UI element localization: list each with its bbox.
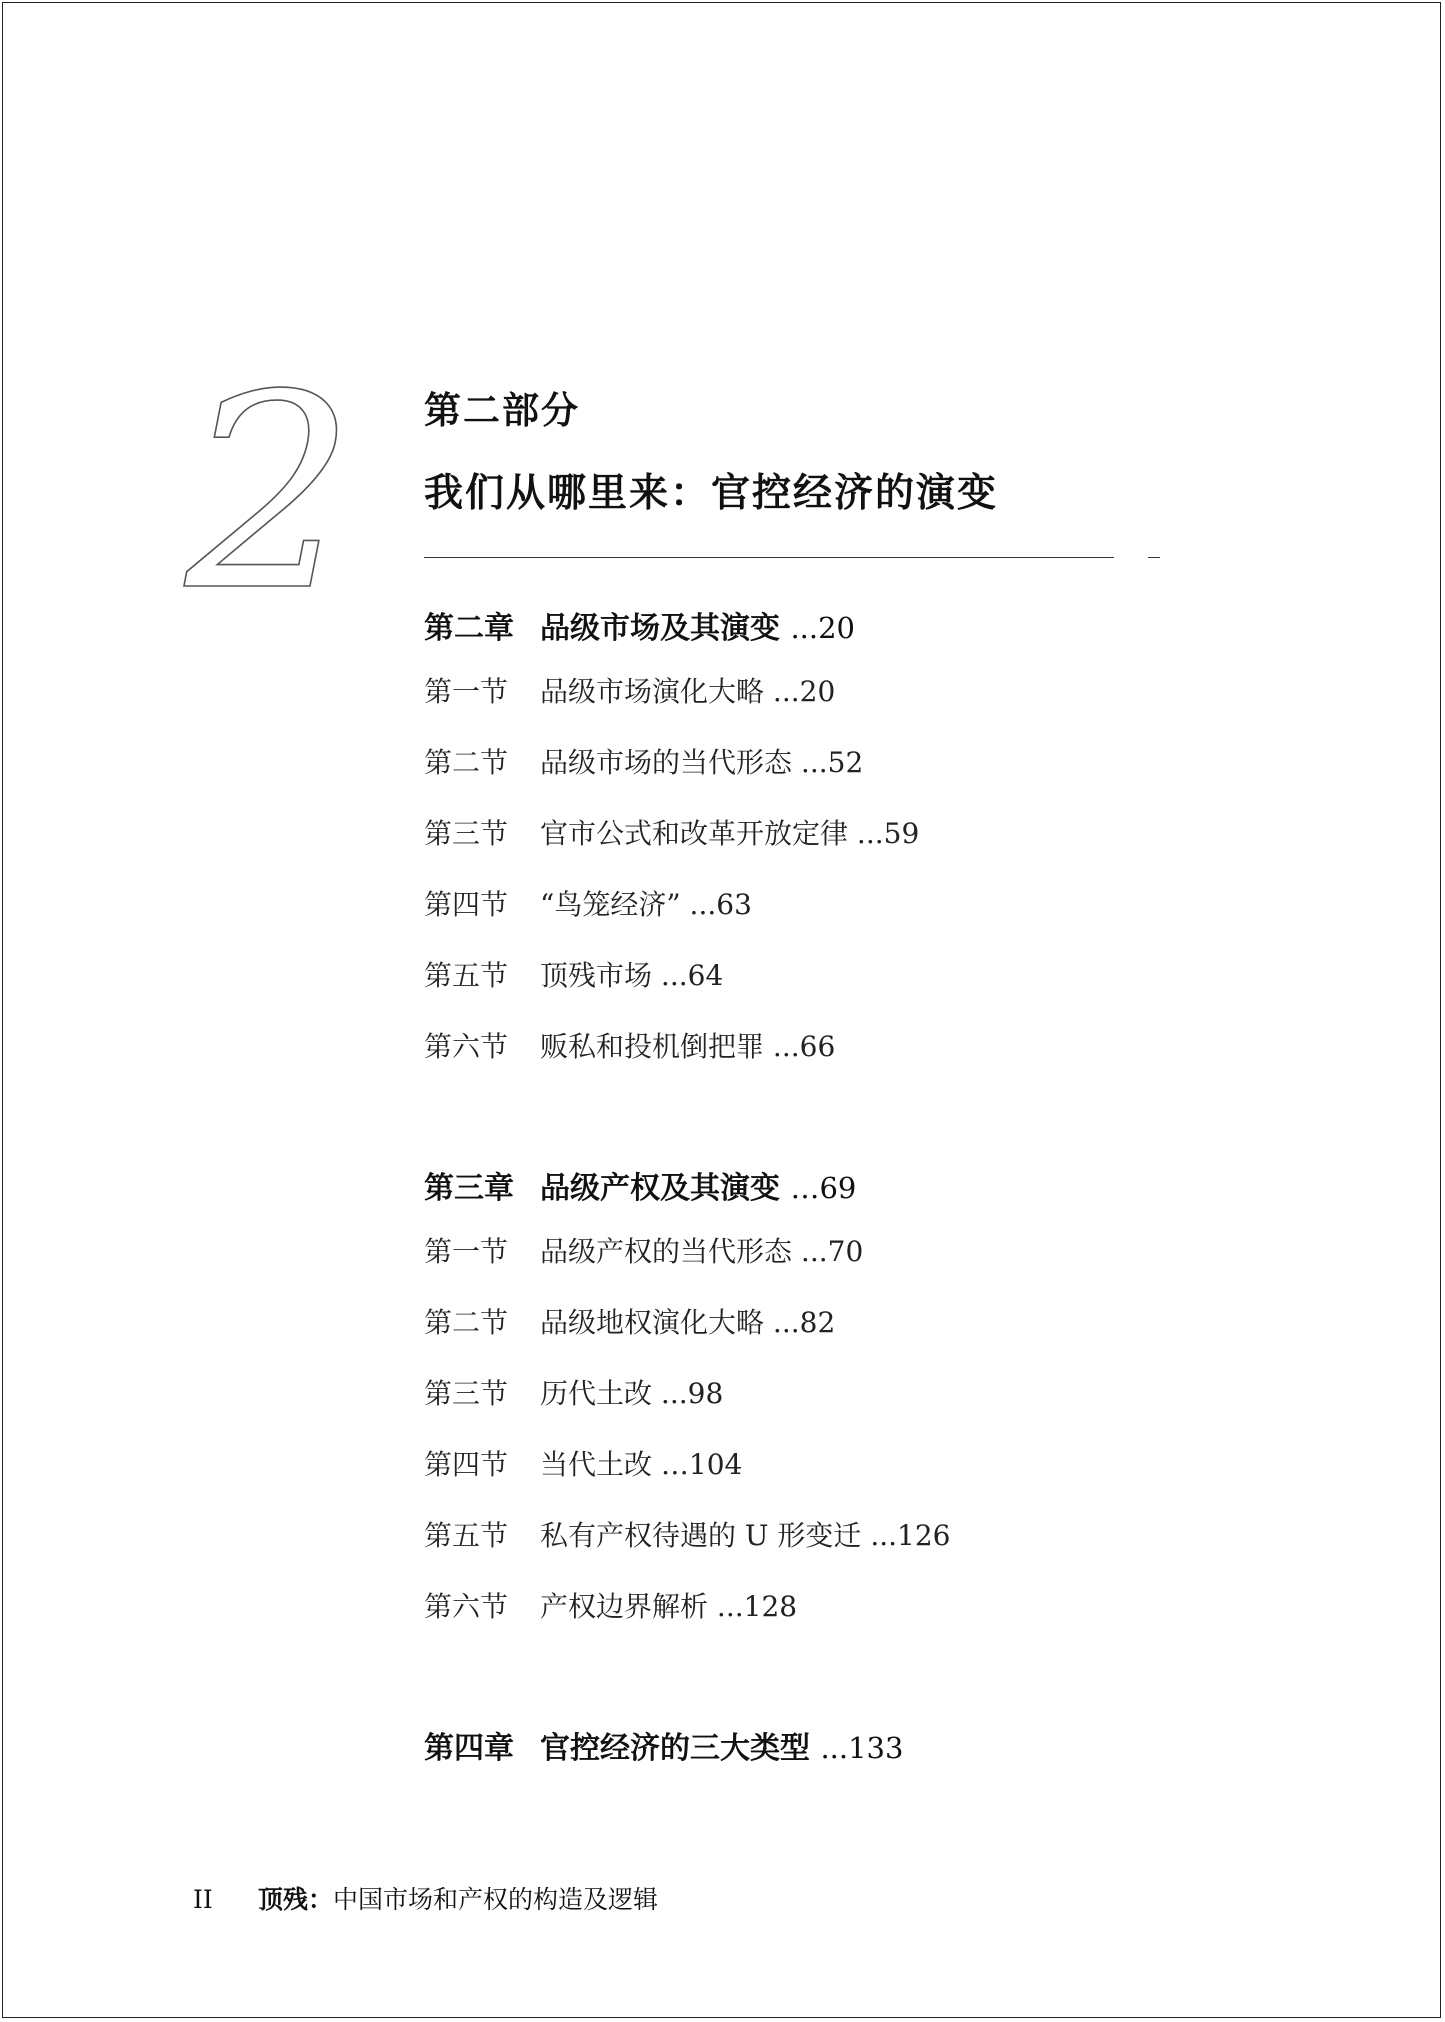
chapter-page: ...133 — [820, 1731, 904, 1765]
section-title: 品级市场演化大略 — [540, 675, 765, 708]
toc-section[interactable] — [424, 869, 1324, 940]
section-page: ...52 — [800, 746, 864, 779]
section-page: ...63 — [689, 888, 752, 921]
toc-chapter[interactable] — [424, 1160, 1324, 1216]
part-number-glyph: 2 — [185, 378, 356, 598]
section-title: 产权边界解析 — [540, 1590, 709, 1623]
section-label: 第六节 — [424, 1030, 509, 1063]
chapter-label: 第四章 — [424, 1731, 514, 1766]
section-page: ...20 — [772, 675, 836, 708]
section-label: 第一节 — [424, 675, 509, 708]
section-page: ...128 — [716, 1590, 798, 1623]
toc-section[interactable] — [424, 940, 1324, 1011]
toc-section[interactable] — [424, 1571, 1324, 1642]
section-page: ...59 — [856, 817, 920, 850]
part-number-outline — [183, 378, 363, 598]
chapter-page: …69 — [790, 1171, 857, 1205]
page-number: II — [193, 1885, 213, 1914]
section-title: 品级地权演化大略 — [540, 1306, 765, 1339]
section-page: ...82 — [772, 1306, 836, 1339]
title-divider — [424, 557, 1114, 558]
section-label: 第二节 — [424, 746, 509, 779]
section-page: …104 — [660, 1448, 743, 1481]
section-title: 私有产权待遇的 U 形变迁 — [540, 1519, 862, 1552]
section-label: 第三节 — [424, 1377, 509, 1410]
toc-section[interactable] — [424, 798, 1324, 869]
toc-section[interactable] — [424, 1287, 1324, 1358]
chapter-page: ...20 — [790, 611, 856, 645]
book-subtitle: 中国市场和产权的构造及逻辑 — [333, 1885, 659, 1914]
section-label: 第三节 — [424, 817, 509, 850]
chapter-label: 第二章 — [424, 611, 514, 646]
section-title: 品级产权的当代形态 — [540, 1235, 793, 1268]
section-label: 第四节 — [424, 888, 509, 921]
chapter-title: 官控经济的三大类型 — [540, 1731, 810, 1766]
toc-section[interactable] — [424, 656, 1324, 727]
section-label: 第一节 — [424, 1235, 509, 1268]
section-page: ...70 — [800, 1235, 864, 1268]
chapter-gap — [424, 1082, 1324, 1160]
toc-section[interactable] — [424, 1358, 1324, 1429]
toc-chapter[interactable] — [424, 600, 1324, 656]
section-title: “鸟笼经济” — [540, 888, 681, 921]
chapter-label: 第三章 — [424, 1171, 514, 1206]
section-label: 第四节 — [424, 1448, 509, 1481]
section-label: 第五节 — [424, 1519, 509, 1552]
toc-section[interactable] — [424, 1011, 1324, 1082]
section-page: ...64 — [660, 959, 724, 992]
toc-section[interactable] — [424, 1500, 1324, 1571]
chapter-title: 品级市场及其演变 — [540, 611, 780, 646]
section-title: 贩私和投机倒把罪 — [540, 1030, 765, 1063]
chapter-title: 品级产权及其演变 — [540, 1171, 780, 1206]
toc-section[interactable] — [424, 1216, 1324, 1287]
section-label: 第五节 — [424, 959, 509, 992]
section-title: 当代土改 — [540, 1448, 653, 1481]
part-label: 第二部分 — [424, 389, 580, 432]
section-page: ...126 — [870, 1519, 951, 1552]
section-title: 历代土改 — [540, 1377, 653, 1410]
title-divider-tick — [1148, 557, 1160, 558]
chapter-gap — [424, 1642, 1324, 1720]
toc-chapter[interactable] — [424, 1720, 1324, 1776]
section-title: 品级市场的当代形态 — [540, 746, 793, 779]
part-title: 我们从哪里来：官控经济的演变 — [424, 471, 999, 516]
toc-section[interactable] — [424, 727, 1324, 798]
section-label: 第六节 — [424, 1590, 509, 1623]
toc-section[interactable] — [424, 1429, 1324, 1500]
section-page: ...98 — [660, 1377, 724, 1410]
page-footer — [193, 1880, 658, 1916]
book-title: 顶残： — [258, 1885, 334, 1914]
section-label: 第二节 — [424, 1306, 509, 1339]
section-title: 顶残市场 — [540, 959, 653, 992]
section-title: 官市公式和改革开放定律 — [540, 817, 849, 850]
section-page: ...66 — [772, 1030, 836, 1063]
table-of-contents — [424, 600, 1324, 1776]
